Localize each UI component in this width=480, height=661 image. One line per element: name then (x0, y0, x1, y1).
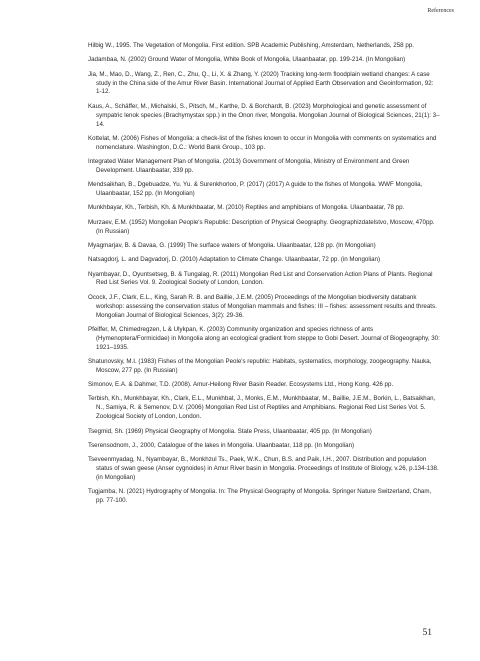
reference-entry: Terbish, Kh., Munkhbayar, Kh., Clark, E.L., Munkhbat, J., Monks, E.M., Munkhbaatar, M., Baillie, J.E.M., Borkin, L., Batsaikhan, N., Samiya, R. & Semenov, D.V. (2006) Mongolian Red List of Reptiles and Amphibians. Regional Red List Series Vol. 5. Zoological Society of London, London. (88, 395, 436, 421)
reference-entry: Ocock, J.F., Clark, E.L., King, Sarah R. B. and Baillie, J.E.M. (2005) Proceedings of the Mongolian biodiversity databank workshop: assessing the conservation status of Mongolian mammals and fishes: III – fishes: assessment results and threats. Mongolian Journal of Biological Sciences, 3(2): 29-36. (88, 293, 437, 319)
reference-entry: Munkhbayar, Kh., Terbish, Kh. & Munkhbaatar, M. (2010) Reptiles and amphibians of Mongolia. Ulaanbaatar, 78 pp. (88, 204, 405, 212)
reference-list (88, 42, 440, 511)
reference-entry: Mendsaikhan, B., Dgebuadze, Yu. Yu. & Surenkhorloo, P. (2017) (2017) A guide to the fishes of Mongolia. WWF Mongolia, Ulaanbaatar, 152 pp. (In Mongolian) (88, 181, 423, 198)
reference-entry: Integrated Water Management Plan of Mongolia. (2013) Government of Mongolia, Ministry of Environment and Green Development. Ulaanbaatar, 339 pp. (88, 158, 410, 174)
reference-entry: Kaus, A., Schäffer, M., Michalski, S., Pitsch, M., Karthe, D. & Borchardt, B. (2023) Morphological and genetic assessment of sympatric lenok species (Brachymystax spp.) in the Onon river, Mongolia. Mongolian Journal of Biological Sciences, 21(1): 3–14. (88, 102, 440, 128)
reference-entry: Kottelat, M. (2006) Fishes of Mongolia: a check-list of the fishes known to occur in Mongolia with comments on systematics and nomenclature. Washington, D.C.: World Bank Group., 103 pp. (88, 134, 437, 151)
reference-entry: Shatunovsky, M.I. (1983) Fishes of the Mongolian Peole's republic: Habitats, systematics, morphology, zoogeography. Nauka, Moscow, 277 pp. (In Russian) (88, 357, 432, 374)
reference-entry: Hilbig W., 1995. The Vegetation of Mongolia. First edition. SPB Academic Publishing, Amsterdam, Netherlands, 258 pp. (88, 42, 414, 49)
running-head: References (427, 8, 454, 14)
reference-entry: Simonov, E.A. & Dahmer, T.D. (2008). Amur-Heilong River Basin Reader. Ecosystems Ltd., Hong Kong. 426 pp. (88, 381, 394, 389)
reference-entry: Pfeiffer, M, Chimedregzen, L & Ulykpan, K. (2003) Community organization and species richness of ants (Hymenoptera/Formicidae) in Mongolia along an ecological gradient from steppe to Gobi Desert. Journal of Biogeography, 30: 1921–1935. (88, 325, 440, 351)
reference-entry: Myagmarjav, B. & Davaa, G. (1999) The surface waters of Mongolia. Ulaanbaatar, 128 pp. (In Mongolian) (88, 241, 376, 249)
reference-entry: Tsegmid, Sh. (1969) Physical Geography of Mongolia. State Press, Ulaanbaatar, 405 pp. (In Mongolian) (88, 427, 372, 435)
reference-entry: Tseveenmyadag, N., Nyambayar, B., Monkhzul Ts., Paek, W.K., Chun, B.S. and Paik, I.H., 2007. Distribution and population status of swan geese (Anser cygnoides) in Amur River basin in Mongolia. Proceedings of Institute of Biology, v.26, p.134-138. (in Mongolian) (88, 456, 439, 481)
reference-entry: Tserensodnom, J., 2000, Catalogue of the lakes in Mongolia. Ulaanbaatar, 118 pp. (In Mongolian) (88, 441, 355, 449)
reference-entry: Nyambayar, D., Oyuntsetseg, B. & Tungalag, R. (2011) Mongolian Red List and Conservation Action Plans of Plants. Regional Red List Series Vol. 9. Zoological Society of London, London. (88, 270, 433, 287)
reference-entry: Natsagdorj, L. and Dagvadorj, D. (2010) Adaptation to Climate Change. Ulaanbaatar, 72 pp. (in Mongolian) (88, 256, 381, 264)
reference-entry: Jia, M., Mao, D., Wang, Z., Ren, C., Zhu, Q., Li, X. & Zhang, Y. (2020) Tracking long-term floodplain wetland changes: A case study in the China side of the Amur River Basin. International Journal of Applied Earth Observation and Geoinformation, 92: 1-12. (88, 70, 434, 96)
reference-entry: Jadambaa, N. (2002) Ground Water of Mongolia, White Book of Mongolia, Ulaanbaatar, pp. 199-214. (In Mongolian) (88, 56, 406, 64)
reference-entry: Tugjamba, N. (2021) Hydrography of Mongolia. In: The Physical Geography of Mongolia. Springer Nature Switzerland, Cham, pp. 77-100. (88, 488, 432, 505)
page-number: 51 (422, 628, 432, 638)
reference-entry: Murzaev, E.M. (1952) Mongolian People's Republic: Description of Physical Geography. Geographizdatelstvo, Moscow, 470pp. (In Russian) (88, 218, 435, 235)
